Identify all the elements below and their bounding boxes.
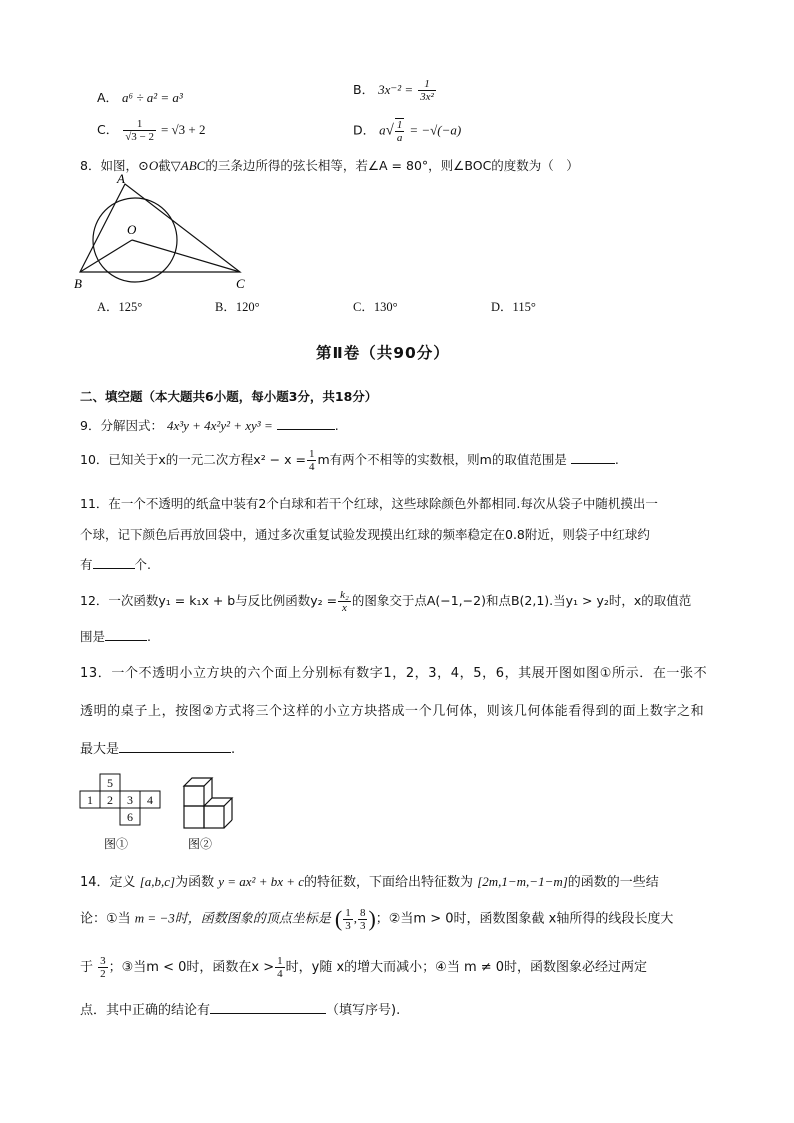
q8-option-b: B．120° xyxy=(215,300,260,314)
q14-line1-c: 为函数 xyxy=(175,875,215,890)
q7-c-frac xyxy=(123,118,156,143)
q8-text-b: 截 xyxy=(158,158,171,173)
q7-a-expr: a⁶ ÷ a² = a³ xyxy=(122,90,183,105)
q8-circle-symbol: ⊙O xyxy=(137,158,159,173)
q14-l3-den: 2 xyxy=(100,968,106,980)
q13-line3-b: . xyxy=(231,742,236,757)
q11-line2: 个球，记下颜色后再放回袋中，通过多次重复试验发现摸出红球的频率稳定在0.8附近，则袋子中红球约 xyxy=(80,527,650,542)
fill-in-heading: 二、填空题（本大题共6小题，每小题3分，共18分） xyxy=(80,389,378,404)
cube-right-bottom-edge xyxy=(224,820,232,828)
net-number-2: 2 xyxy=(107,793,113,807)
q14-line1-a: 14．定义 xyxy=(80,875,136,890)
q14-vertex-x xyxy=(343,907,353,932)
q7-b-num: 1 xyxy=(418,78,436,91)
q10-den: 4 xyxy=(308,461,315,473)
net-number-bottom: 6 xyxy=(127,810,133,824)
q7-option-a xyxy=(97,88,183,106)
q9-expr: 4x³y + 4x²y² + xy³ = xyxy=(166,418,273,433)
q14-line4-a: 点．其中正确的结论有 xyxy=(80,1003,211,1018)
q14-line2-b: m = −3时，函数图象的顶点坐标是 xyxy=(134,910,331,926)
q14-line2: 论：①当 m = −3时，函数图象的顶点坐标是 ( $\frac{1}{3}$ , $\frac{8}{3}$ )；②当m > 0时，函数图象截 x轴所得的线段长度大 xyxy=(80,906,674,932)
q13-answer-blank[interactable] xyxy=(119,740,231,753)
q7-b-frac xyxy=(418,78,436,103)
cube-top-face xyxy=(184,778,212,786)
q14-line2-a: 论：①当 xyxy=(80,911,131,927)
q14-l3b-num: 1 xyxy=(277,955,283,967)
q14-l3b-den: 4 xyxy=(277,968,283,980)
q12-line2-b: . xyxy=(147,629,151,644)
q7-option-b xyxy=(353,78,437,103)
q14-frac-3-2 xyxy=(98,955,108,980)
net-number-1: 1 xyxy=(87,793,93,807)
q8-label-a: A xyxy=(117,171,125,186)
q14-line2-d: x轴所得的线段长度大 xyxy=(548,911,674,927)
q8-label-c: C xyxy=(236,276,245,291)
q8-text-c: 的三条边所得的弦长相等，若∠A = 80°，则∠BOC的度数为（ ） xyxy=(205,158,579,173)
q10 xyxy=(80,448,619,473)
q11-line1: 11．在一个不透明的纸盒中装有2个白球和若干个红球，这些球除颜色外都相同.每次从袋子中随机摸出一 xyxy=(80,496,658,511)
q14-line3-b: ；③当m < 0时，函数在x > xyxy=(108,960,275,975)
q7-a-label: A． xyxy=(97,90,119,105)
q14-paren-close: ) xyxy=(368,906,376,931)
q14-line1-g: 的函数的一些结 xyxy=(567,875,659,890)
q14-line1-d: y = ax² + bx + c xyxy=(218,874,305,889)
q10-frac xyxy=(307,448,317,473)
q7-b-label: B． xyxy=(353,82,375,97)
q9-end: . xyxy=(334,418,339,433)
net-number-top: 5 xyxy=(107,776,113,790)
q10-end: . xyxy=(614,452,619,467)
q7-c-den: √3 − 2 xyxy=(125,131,154,143)
q7-d-label: D． xyxy=(353,122,376,138)
q12-line1-a: 12．一次函数y₁ = k₁x + b与反比例函数y₂ = xyxy=(80,593,338,608)
q9-answer-blank[interactable] xyxy=(277,417,335,430)
q10-num: 1 xyxy=(308,448,315,460)
q11-line3-b: 个. xyxy=(134,557,151,572)
figure1-caption: 图① xyxy=(104,837,129,851)
q8-segment-oc xyxy=(132,240,240,272)
q9-text: 分解因式： xyxy=(100,418,163,433)
q7-d-den: a xyxy=(396,132,403,144)
cube-top-front xyxy=(184,786,204,806)
q8-option-d: D．115° xyxy=(491,300,536,314)
q14-v2-num: 8 xyxy=(359,906,366,919)
q7-b-den: 3x² xyxy=(420,91,434,103)
q7-c-num: 1 xyxy=(123,118,156,131)
q10-text-a: 已知关于x的一元二次方程x² − x = xyxy=(108,452,306,467)
q9-number: 9． xyxy=(80,418,101,433)
q11-line3-a: 有 xyxy=(80,557,93,572)
q14-vertex-y xyxy=(358,907,368,932)
q11-answer-blank[interactable] xyxy=(93,556,135,569)
q12-line1 xyxy=(80,589,691,614)
q8-triangle-symbol: ▽ABC xyxy=(170,158,206,173)
q14-v1-den: 3 xyxy=(345,919,351,932)
q10-number: 10． xyxy=(80,452,109,467)
q14-v2-den: 3 xyxy=(359,919,366,932)
figure2-caption: 图② xyxy=(188,837,213,851)
q13-line2: 透明的桌子上，按图②方式将三个这样的小立方块搭成一个几何体，则该几何体能看得到的面上数字之和 xyxy=(80,704,705,719)
q14-line4 xyxy=(80,999,400,1018)
q7-d-num: 1 xyxy=(396,119,403,131)
q8-option-c: C．130° xyxy=(353,300,398,314)
q14-line1 xyxy=(80,871,659,890)
q12-line2 xyxy=(80,627,151,645)
q12-frac xyxy=(338,589,351,614)
q11-line3 xyxy=(80,555,151,573)
q10-answer-blank[interactable] xyxy=(571,451,615,464)
q8-text-a: 如图， xyxy=(100,158,138,173)
q13-line3 xyxy=(80,738,235,757)
q14-line4-b: （填写序号). xyxy=(326,1003,401,1018)
q7-d-frac xyxy=(395,118,405,144)
q8-triangle-abc xyxy=(80,184,240,272)
q7-b-lhs: 3x⁻² = xyxy=(378,82,414,97)
q7-option-c xyxy=(97,118,206,143)
q14-line2-c: ；②当m > 0时，函数图象截 xyxy=(375,911,545,927)
q13-figures xyxy=(76,770,246,855)
q13-line3-a: 最大是 xyxy=(80,742,120,757)
q14-line3-d: x的增大而减小；④当 xyxy=(336,960,460,975)
q13-line1: 13．一个不透明小立方块的六个面上分别标有数字1，2，3，4，5，6，其展开图如图①所示．在一张不 xyxy=(80,666,708,681)
q14-line3-a: 于 xyxy=(80,960,94,975)
q8-figure xyxy=(70,170,260,295)
q14-l3-num: 3 xyxy=(100,955,106,967)
cube-right-top-face xyxy=(204,798,232,806)
cube-bottom-left-front xyxy=(184,806,204,828)
q7-option-d xyxy=(353,118,461,144)
q7-d-radical-icon: √ xyxy=(385,122,394,139)
q14-line3-e: m ≠ 0时，函数图象必经过两定 xyxy=(463,960,648,975)
q7-c-rhs: = √3 + 2 xyxy=(160,122,206,137)
stacked-cubes xyxy=(184,778,232,828)
q8-circle-o xyxy=(93,198,177,282)
q7-d-rhs: = −√(−a) xyxy=(409,122,462,138)
q9 xyxy=(80,416,339,434)
q14-line3-c: 时，y随 xyxy=(285,960,333,975)
q14-paren-open: ( xyxy=(334,906,343,931)
q8-option-a: A．125° xyxy=(97,300,143,314)
q14-line1-f: [2m,1−m,−1−m] xyxy=(477,874,568,889)
q14-v1-num: 1 xyxy=(345,906,351,919)
q12-line2-a: 围是 xyxy=(80,629,106,644)
net-number-4: 4 xyxy=(147,793,153,807)
cube-bottom-right-front xyxy=(204,806,224,828)
q12-answer-blank[interactable] xyxy=(105,628,147,641)
q14-line1-b: [a,b,c] xyxy=(139,874,176,889)
q12-den: x xyxy=(342,602,347,614)
q7-d-pre: a xyxy=(379,122,386,138)
q14-frac-1-4 xyxy=(275,955,285,980)
q14-line1-e: 的特征数，下面给出特征数为 xyxy=(304,875,474,890)
section-title: 第Ⅱ卷（共90分） xyxy=(316,344,450,362)
q14-line3 xyxy=(80,955,647,980)
q8-label-o: O xyxy=(127,222,137,237)
q12-line1-b: 的图象交于点A(−1,−2)和点B(2,1).当y₁ > y₂时，x的取值范 xyxy=(351,593,692,608)
q10-text-b: m有两个不相等的实数根，则m的取值范围是 xyxy=(317,452,567,467)
q8-number: 8． xyxy=(80,158,101,173)
q8-label-b: B xyxy=(74,276,82,291)
q14-answer-blank[interactable] xyxy=(210,1001,326,1014)
net-number-3: 3 xyxy=(127,793,133,807)
q12-num: k₂ xyxy=(340,589,349,601)
q7-c-label: C． xyxy=(97,122,119,137)
